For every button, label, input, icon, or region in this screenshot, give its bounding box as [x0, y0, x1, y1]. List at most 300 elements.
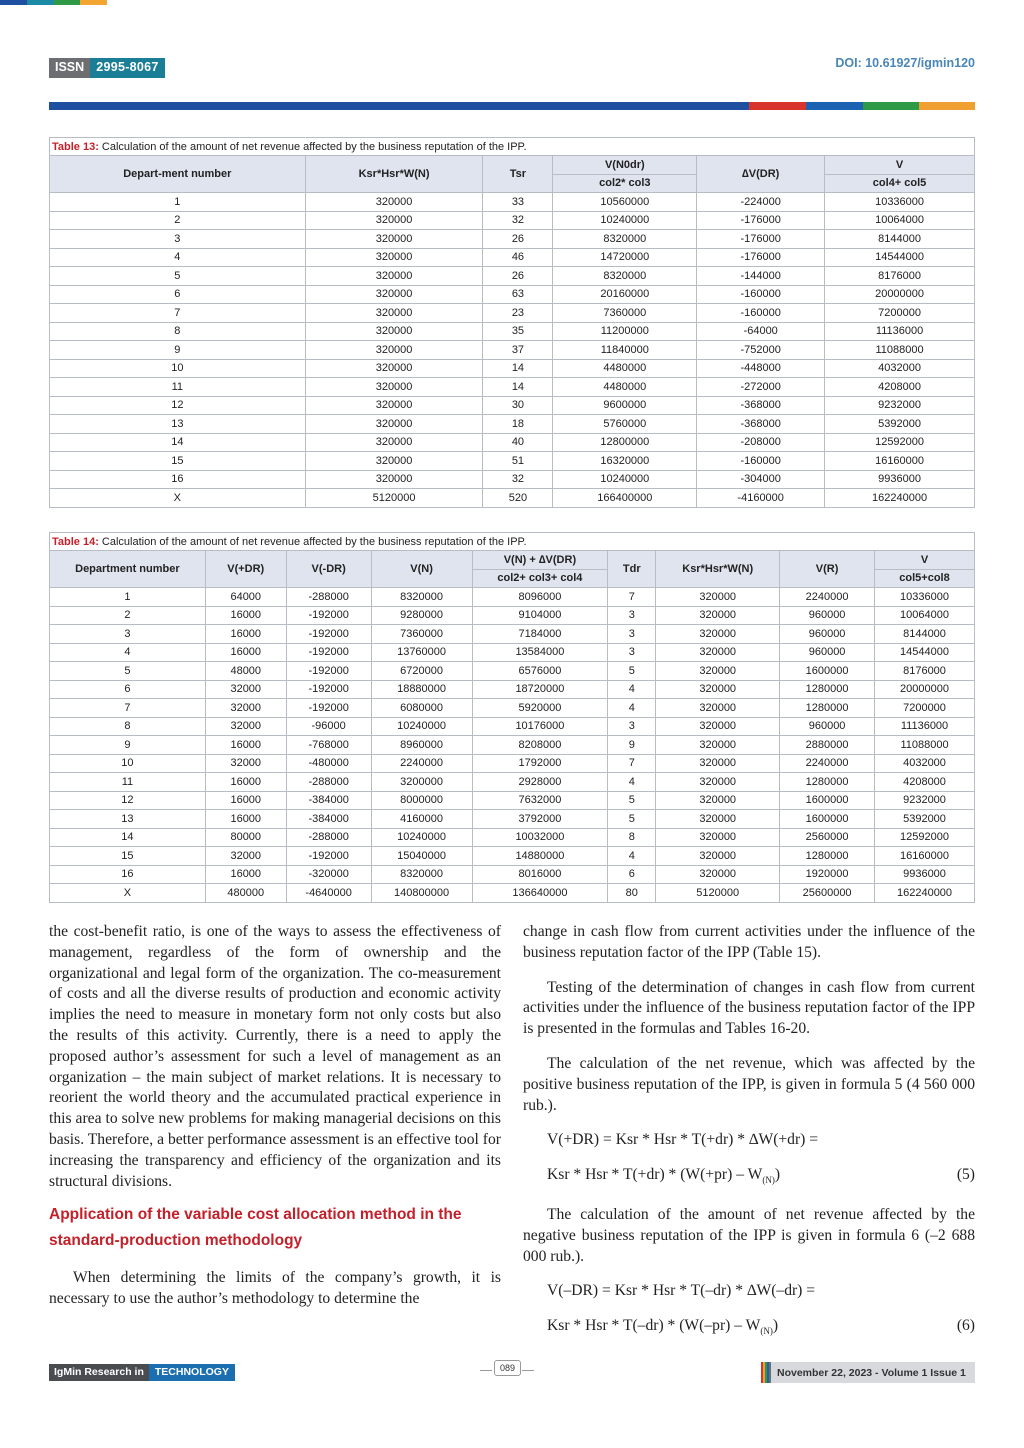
- table-cell: 1920000: [780, 865, 875, 884]
- table-cell: -368000: [697, 415, 825, 434]
- table-cell: 5760000: [553, 415, 697, 434]
- table-cell: 14: [483, 359, 553, 378]
- table-cell: 12592000: [875, 828, 975, 847]
- table-cell: -768000: [286, 736, 371, 755]
- table-row: [50, 791, 975, 810]
- table-cell: 8000000: [371, 791, 472, 810]
- table-row: [50, 625, 975, 644]
- table-cell: 32000: [205, 699, 286, 718]
- table-cell: 46: [483, 248, 553, 267]
- table-cell: 320000: [305, 359, 483, 378]
- table-cell: 480000: [205, 884, 286, 903]
- table-cell: 4: [50, 643, 206, 662]
- table-cell: 960000: [780, 625, 875, 644]
- table-13: [49, 137, 975, 508]
- table-cell: 5392000: [875, 810, 975, 829]
- table-cell: 4: [608, 773, 656, 792]
- table-cell: 2240000: [371, 754, 472, 773]
- table-cell: -384000: [286, 810, 371, 829]
- table-cell: 3: [608, 717, 656, 736]
- t14-header-v-sub: col5+col8: [875, 569, 975, 588]
- table-cell: 14: [483, 378, 553, 397]
- t14-header-vn: V(N): [371, 551, 472, 588]
- table-cell: 4480000: [553, 359, 697, 378]
- table-cell: -208000: [697, 433, 825, 452]
- table-cell: 35: [483, 322, 553, 341]
- table-cell: 7200000: [825, 304, 975, 323]
- table-cell: 7: [608, 588, 656, 607]
- table-cell: 48000: [205, 662, 286, 681]
- table-cell: 32000: [205, 847, 286, 866]
- table-cell: 3792000: [472, 810, 608, 829]
- t14-header-dept: Department number: [50, 551, 206, 588]
- t13-header-dept: Depart-ment number: [50, 156, 306, 193]
- table-cell: -192000: [286, 680, 371, 699]
- table-cell: 3: [608, 606, 656, 625]
- table-cell: 10176000: [472, 717, 608, 736]
- issue-date: November 22, 2023 - Volume 1 Issue 1: [777, 1366, 966, 1379]
- table-cell: 320000: [656, 643, 780, 662]
- table-row: [50, 322, 975, 341]
- table-cell: -320000: [286, 865, 371, 884]
- table-cell: 16000: [205, 606, 286, 625]
- table-cell: 4480000: [553, 378, 697, 397]
- table-cell: 16320000: [553, 452, 697, 471]
- table-cell: 13584000: [472, 643, 608, 662]
- table-cell: 16000: [205, 736, 286, 755]
- table-row: [50, 378, 975, 397]
- table-cell: 1280000: [780, 699, 875, 718]
- left-column: [49, 922, 501, 1310]
- issue-color-bars: [761, 1362, 771, 1383]
- table-cell: 18: [483, 415, 553, 434]
- table-cell: 16: [50, 865, 206, 884]
- table-cell: 20000000: [875, 680, 975, 699]
- table-cell: 1: [50, 588, 206, 607]
- right-paragraph-1: change in cash flow from current activities under the influence of the business reputation factor of the IPP (Table 15).: [523, 923, 975, 961]
- table-cell: 12: [50, 396, 306, 415]
- table-cell: 6720000: [371, 662, 472, 681]
- table-cell: 1280000: [780, 680, 875, 699]
- table-cell: 64000: [205, 588, 286, 607]
- table-cell: 9104000: [472, 606, 608, 625]
- table-row: [50, 865, 975, 884]
- table-cell: 2880000: [780, 736, 875, 755]
- table-cell: 11200000: [553, 322, 697, 341]
- table-row: [50, 643, 975, 662]
- table-cell: -192000: [286, 606, 371, 625]
- table-row: [50, 285, 975, 304]
- table-cell: 320000: [305, 285, 483, 304]
- table-cell: 8960000: [371, 736, 472, 755]
- formula-5-number: (5): [956, 1166, 975, 1184]
- doi-link[interactable]: DOI: 10.61927/igmin120: [835, 56, 975, 70]
- table-cell: 7: [608, 754, 656, 773]
- table-cell: 3: [50, 230, 306, 249]
- table-row: [50, 699, 975, 718]
- table-cell: 20160000: [553, 285, 697, 304]
- table-cell: 3200000: [371, 773, 472, 792]
- table-cell: 13760000: [371, 643, 472, 662]
- table-cell: 8144000: [875, 625, 975, 644]
- table-row: [50, 754, 975, 773]
- table-cell: 4032000: [825, 359, 975, 378]
- table-cell: 5392000: [825, 415, 975, 434]
- table-cell: 5: [50, 662, 206, 681]
- table-cell: 320000: [656, 680, 780, 699]
- table-cell: 320000: [656, 754, 780, 773]
- t14-header-vmdr: V(-DR): [286, 551, 371, 588]
- top-color-bar: [0, 0, 107, 5]
- table-cell: 14544000: [875, 643, 975, 662]
- table-cell: 11136000: [875, 717, 975, 736]
- right-column: [523, 922, 975, 1342]
- table-cell: 11: [50, 378, 306, 397]
- table-cell: 16000: [205, 810, 286, 829]
- table-cell: 6: [50, 285, 306, 304]
- table-cell: 15040000: [371, 847, 472, 866]
- table-cell: 4032000: [875, 754, 975, 773]
- table-cell: 8: [608, 828, 656, 847]
- table-cell: 6080000: [371, 699, 472, 718]
- table-cell: 8176000: [825, 267, 975, 286]
- table-cell: 3: [608, 643, 656, 662]
- table-cell: 63: [483, 285, 553, 304]
- table-cell: 320000: [656, 606, 780, 625]
- table-cell: 7360000: [553, 304, 697, 323]
- table-cell: 32000: [205, 717, 286, 736]
- table-cell: -160000: [697, 304, 825, 323]
- table-cell: 18880000: [371, 680, 472, 699]
- table-cell: 320000: [656, 588, 780, 607]
- table-cell: 320000: [656, 699, 780, 718]
- table-cell: 10: [50, 754, 206, 773]
- table-cell: 8208000: [472, 736, 608, 755]
- table-cell: 320000: [305, 470, 483, 489]
- page-number: 089: [494, 1360, 521, 1376]
- table-cell: -448000: [697, 359, 825, 378]
- table-cell: 320000: [656, 773, 780, 792]
- table-row: [50, 588, 975, 607]
- table-cell: 2560000: [780, 828, 875, 847]
- table-cell: -368000: [697, 396, 825, 415]
- table-cell: 11136000: [825, 322, 975, 341]
- table-row: [50, 736, 975, 755]
- t13-header-vn: V(N0dr): [553, 156, 697, 175]
- table-cell: 320000: [305, 341, 483, 360]
- page-line-left: [480, 1370, 492, 1371]
- table-cell: 7184000: [472, 625, 608, 644]
- table-13-caption-text: Calculation of the amount of net revenue affected by the business reputation of the IPP.: [98, 140, 527, 153]
- table-cell: -176000: [697, 248, 825, 267]
- table-cell: 10240000: [371, 828, 472, 847]
- table-cell: 10336000: [875, 588, 975, 607]
- table-cell: -480000: [286, 754, 371, 773]
- table-cell: 16000: [205, 773, 286, 792]
- table-row: [50, 267, 975, 286]
- table-cell: 10560000: [553, 193, 697, 212]
- table-cell: 12592000: [825, 433, 975, 452]
- table-row: [50, 248, 975, 267]
- t14-header-tdr: Tdr: [608, 551, 656, 588]
- table-cell: 14: [50, 433, 306, 452]
- table-cell: 6: [608, 865, 656, 884]
- table-row: [50, 810, 975, 829]
- table-cell: 33: [483, 193, 553, 212]
- table-cell: 320000: [305, 230, 483, 249]
- table-cell: 320000: [305, 396, 483, 415]
- right-paragraph-2: Testing of the determination of changes in cash flow from current activities under the influence of the business reputation factor of the IPP is presented in the formulas and Tables 16-20.: [523, 978, 975, 1038]
- table-cell: -176000: [697, 230, 825, 249]
- t13-header-vn-sub: col2* col3: [553, 174, 697, 193]
- table-row: [50, 433, 975, 452]
- table-cell: X: [50, 884, 206, 903]
- table-cell: 10336000: [825, 193, 975, 212]
- table-cell: -752000: [697, 341, 825, 360]
- table-cell: 14: [50, 828, 206, 847]
- table-cell: 320000: [656, 791, 780, 810]
- table-cell: 10240000: [553, 470, 697, 489]
- table-cell: 11840000: [553, 341, 697, 360]
- table-cell: 37: [483, 341, 553, 360]
- table-cell: 320000: [656, 625, 780, 644]
- table-cell: 32: [483, 470, 553, 489]
- table-cell: 10240000: [553, 211, 697, 230]
- table-cell: 320000: [656, 865, 780, 884]
- table-cell: -192000: [286, 643, 371, 662]
- table-cell: 7200000: [875, 699, 975, 718]
- table-cell: 320000: [305, 322, 483, 341]
- table-cell: 10240000: [371, 717, 472, 736]
- table-cell: -64000: [697, 322, 825, 341]
- table-cell: 7: [50, 304, 306, 323]
- table-cell: -192000: [286, 662, 371, 681]
- table-cell: 960000: [780, 606, 875, 625]
- table-cell: 320000: [305, 452, 483, 471]
- table-cell: -288000: [286, 773, 371, 792]
- formula-6-text-1: V(–DR) = Ksr * Hsr * T(–dr) * ∆W(–dr) =: [547, 1282, 816, 1300]
- table-cell: -304000: [697, 470, 825, 489]
- table-cell: 320000: [656, 662, 780, 681]
- table-cell: 16: [50, 470, 306, 489]
- table-cell: 3: [50, 625, 206, 644]
- table-cell: 32000: [205, 754, 286, 773]
- table-cell: 6576000: [472, 662, 608, 681]
- table-cell: 320000: [656, 736, 780, 755]
- table-cell: 9: [50, 736, 206, 755]
- table-cell: 11088000: [825, 341, 975, 360]
- table-cell: -96000: [286, 717, 371, 736]
- table-13-caption-label: Table 13:: [52, 140, 99, 153]
- table-cell: 1600000: [780, 791, 875, 810]
- table-cell: 40: [483, 433, 553, 452]
- left-paragraph-2: When determining the limits of the company’s growth, it is necessary to use the author’s methodology to determine the: [49, 1269, 501, 1308]
- t14-header-vnd: V(N) + ∆V(DR): [472, 551, 608, 570]
- table-cell: 320000: [656, 810, 780, 829]
- t14-header-ksr: Ksr*Hsr*W(N): [656, 551, 780, 588]
- table-row: [50, 359, 975, 378]
- table-row: [50, 341, 975, 360]
- table-row: [50, 828, 975, 847]
- table-13-body: [50, 193, 975, 508]
- journal-name: IgMin Research in: [49, 1364, 149, 1381]
- table-cell: -224000: [697, 193, 825, 212]
- table-cell: 20000000: [825, 285, 975, 304]
- formula-6-line-1: [523, 1281, 975, 1302]
- table-cell: 4: [608, 680, 656, 699]
- table-cell: 320000: [305, 304, 483, 323]
- table-cell: 26: [483, 267, 553, 286]
- journal-section: TECHNOLOGY: [149, 1364, 235, 1381]
- table-cell: 9: [50, 341, 306, 360]
- table-cell: 3: [608, 625, 656, 644]
- table-cell: 15: [50, 452, 306, 471]
- formula-6-text-2: Ksr * Hsr * $T(-dr) * (W(-pr) - W_{(N)})$: [547, 1317, 779, 1337]
- table-cell: 12800000: [553, 433, 697, 452]
- table-cell: 320000: [656, 717, 780, 736]
- table-cell: 136640000: [472, 884, 608, 903]
- issn-label: ISSN: [49, 58, 90, 78]
- table-cell: 8: [50, 717, 206, 736]
- table-cell: 16000: [205, 791, 286, 810]
- table-cell: 9600000: [553, 396, 697, 415]
- right-paragraph-4: The calculation of the amount of net revenue affected by the negative business reputation of the IPP is given in formula 6 (–2 688 000 rub.).: [523, 1206, 975, 1265]
- formula-5-line-1: [523, 1130, 975, 1151]
- table-cell: 11088000: [875, 736, 975, 755]
- table-cell: 1: [50, 193, 306, 212]
- table-cell: 15: [50, 847, 206, 866]
- table-cell: 30: [483, 396, 553, 415]
- table-cell: 4208000: [875, 773, 975, 792]
- table-cell: 2928000: [472, 773, 608, 792]
- table-cell: 320000: [656, 847, 780, 866]
- table-row: [50, 230, 975, 249]
- table-cell: 9: [608, 736, 656, 755]
- table-cell: 960000: [780, 643, 875, 662]
- table-cell: 2240000: [780, 588, 875, 607]
- table-cell: 4: [608, 699, 656, 718]
- table-cell: 320000: [305, 378, 483, 397]
- table-cell: 16000: [205, 625, 286, 644]
- table-cell: 320000: [305, 415, 483, 434]
- table-cell: 23: [483, 304, 553, 323]
- table-cell: 1600000: [780, 662, 875, 681]
- table-cell: 5920000: [472, 699, 608, 718]
- table-cell: -4640000: [286, 884, 371, 903]
- table-cell: 8320000: [553, 230, 697, 249]
- section-heading: Application of the variable cost allocation method in the standard-production methodology: [49, 1206, 462, 1250]
- table-14-caption: [50, 533, 975, 551]
- formula-6-number: (6): [956, 1317, 975, 1335]
- table-cell: 1600000: [780, 810, 875, 829]
- table-row: [50, 662, 975, 681]
- table-row: [50, 396, 975, 415]
- t14-header-vpdr: V(+DR): [205, 551, 286, 588]
- table-cell: 320000: [305, 267, 483, 286]
- table-row: [50, 211, 975, 230]
- table-14: [49, 532, 975, 903]
- table-cell: 10064000: [875, 606, 975, 625]
- table-cell: 9936000: [875, 865, 975, 884]
- table-cell: 9280000: [371, 606, 472, 625]
- header-color-rule: [49, 102, 975, 110]
- table-cell: 1792000: [472, 754, 608, 773]
- t14-header-v: V: [875, 551, 975, 570]
- table-cell: 5: [50, 267, 306, 286]
- table-cell: 320000: [305, 211, 483, 230]
- table-cell: 166400000: [553, 489, 697, 508]
- table-cell: 5120000: [305, 489, 483, 508]
- table-row: [50, 415, 975, 434]
- table-row: [50, 847, 975, 866]
- table-cell: 14720000: [553, 248, 697, 267]
- table-cell: 8320000: [553, 267, 697, 286]
- table-14-body: [50, 588, 975, 903]
- table-cell: 5120000: [656, 884, 780, 903]
- table-cell: 80000: [205, 828, 286, 847]
- table-14-caption-label: Table 14:: [52, 535, 99, 548]
- table-cell: 80: [608, 884, 656, 903]
- table-cell: 8096000: [472, 588, 608, 607]
- table-cell: 51: [483, 452, 553, 471]
- table-cell: 32: [483, 211, 553, 230]
- table-row: [50, 452, 975, 471]
- table-cell: 5: [608, 662, 656, 681]
- table-14-caption-text: Calculation of the amount of net revenue affected by the business reputation of the IPP.: [98, 535, 527, 548]
- table-cell: 7360000: [371, 625, 472, 644]
- table-row: [50, 606, 975, 625]
- table-cell: -176000: [697, 211, 825, 230]
- table-cell: 140800000: [371, 884, 472, 903]
- table-cell: 320000: [656, 828, 780, 847]
- formula-5-text-2: Ksr * Hsr * $T(+dr) * (W(+pr) - W_{(N)})$: [547, 1166, 781, 1186]
- table-cell: 2240000: [780, 754, 875, 773]
- t13-header-v-sub: col4+ col5: [825, 174, 975, 193]
- table-cell: 320000: [305, 193, 483, 212]
- table-cell: 960000: [780, 717, 875, 736]
- table-cell: 162240000: [875, 884, 975, 903]
- table-cell: 13: [50, 415, 306, 434]
- table-cell: 16000: [205, 643, 286, 662]
- issn-value: 2995-8067: [90, 58, 164, 78]
- table-cell: -272000: [697, 378, 825, 397]
- table-row: [50, 489, 975, 508]
- journal-badge[interactable]: [49, 1364, 235, 1381]
- table-cell: 16160000: [825, 452, 975, 471]
- table-cell: -192000: [286, 699, 371, 718]
- table-cell: 320000: [305, 248, 483, 267]
- table-cell: 4: [50, 248, 306, 267]
- page-line-right: [522, 1370, 534, 1371]
- table-row: [50, 884, 975, 903]
- table-cell: 8144000: [825, 230, 975, 249]
- table-cell: 8320000: [371, 865, 472, 884]
- t14-header-vr: V(R): [780, 551, 875, 588]
- table-cell: -160000: [697, 452, 825, 471]
- formula-5-text-1: V(+DR) = Ksr * Hsr * T(+dr) * ∆W(+dr) =: [547, 1131, 819, 1149]
- table-cell: 6: [50, 680, 206, 699]
- table-cell: 9936000: [825, 470, 975, 489]
- table-cell: 9232000: [825, 396, 975, 415]
- table-cell: 16160000: [875, 847, 975, 866]
- table-cell: 25600000: [780, 884, 875, 903]
- table-cell: X: [50, 489, 306, 508]
- table-cell: 5: [608, 791, 656, 810]
- right-paragraph-3: The calculation of the net revenue, which was affected by the positive business reputation of the IPP, is given in formula 5 (4 560 000 rub.).: [523, 1054, 975, 1114]
- table-cell: 10: [50, 359, 306, 378]
- issue-badge: [761, 1362, 975, 1383]
- table-cell: -4160000: [697, 489, 825, 508]
